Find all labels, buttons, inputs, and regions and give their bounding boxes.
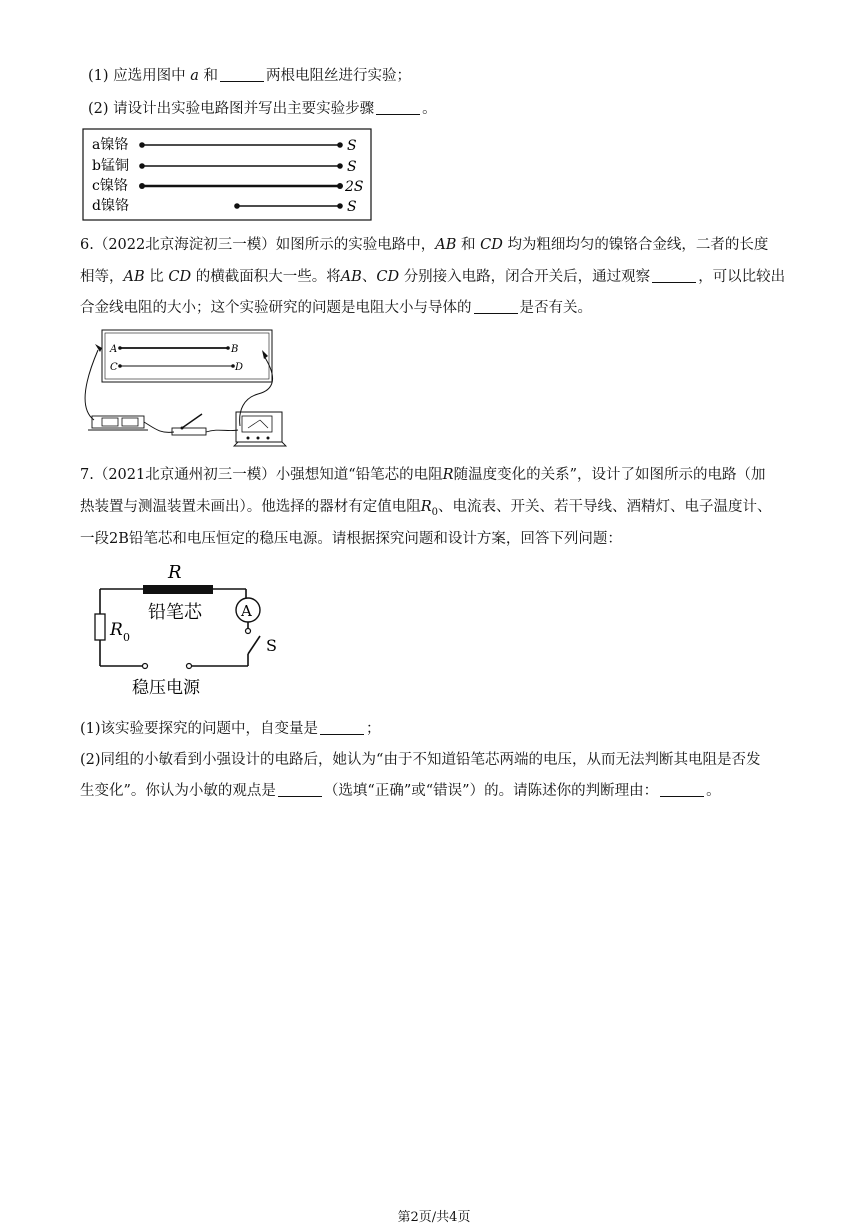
wire-area: S <box>347 159 357 175</box>
lead-wire-left <box>85 350 98 420</box>
terminal-label-a: A <box>110 344 118 355</box>
q5-sub1 <box>88 66 411 86</box>
q6-text: 、 <box>361 269 377 285</box>
q7-line3 <box>80 529 622 549</box>
terminal-label-d: D <box>235 362 244 373</box>
q7-r0: R <box>420 499 432 515</box>
pencil-lead-resistor <box>143 585 213 594</box>
answer-blank <box>220 67 264 82</box>
q7-line2 <box>80 497 772 523</box>
q7-text: 生变化”。你认为小敏的观点是 <box>80 783 276 799</box>
wire-label: d镍铬 <box>92 198 129 214</box>
wire-row-b <box>92 157 357 175</box>
q7-r: R <box>442 467 454 483</box>
q7-text: 热装置与测温装置未画出）。他选择的器材有定值电阻 <box>80 499 421 515</box>
terminal-label-c: C <box>110 362 118 373</box>
q6-cd: CD <box>376 269 400 285</box>
source-terminal-right <box>187 664 192 669</box>
q6-ab: AB <box>340 269 362 285</box>
q6-text: 分别接入电路，闭合开关后，通过观察 <box>403 269 651 285</box>
wire-area: S <box>347 138 357 154</box>
q6-line2 <box>80 267 785 287</box>
circuit-diagram <box>88 560 288 700</box>
clip-left-icon <box>95 344 102 352</box>
q6-text: 均为粗细均匀的镍铬合金线，二者的长度 <box>507 237 769 253</box>
wire-board <box>102 330 272 382</box>
wire-diagram <box>82 128 374 222</box>
q5-sub1-text: 应选用图中 <box>113 68 186 84</box>
r0-subscript: 0 <box>123 631 130 644</box>
wire-label: a镍铬 <box>92 137 129 153</box>
terminal-label-b: B <box>231 344 239 355</box>
q7-line1 <box>80 465 766 485</box>
wire-area: S <box>347 199 357 215</box>
switch-contact-top <box>246 629 251 634</box>
q6-text: 相等， <box>80 269 124 285</box>
q6-text: 是否有关。 <box>519 300 592 316</box>
wire-row-a <box>92 136 357 154</box>
q6-line3 <box>80 298 592 318</box>
q6-text: 的横截面积大一些。将 <box>195 269 341 285</box>
switch-label: S <box>266 636 277 655</box>
wire-label: c镍铬 <box>92 178 128 194</box>
q6-text: 比 <box>149 269 164 285</box>
q6-text: 6.（2022北京海淀初三一模）如图所示的实验电路中， <box>80 237 436 253</box>
q5-sub2 <box>88 99 437 119</box>
q5-sub1-var: a <box>190 68 199 84</box>
pencil-lead-label: 铅笔芯 <box>148 602 202 623</box>
page-number: 第2页/共4页 <box>397 1210 471 1225</box>
lead-wire-right <box>240 356 273 426</box>
q7-text: 、电流表、开关、若干导线、酒精灯、电子温度计、 <box>438 499 772 515</box>
q5-sub1-num: (1) <box>88 68 109 84</box>
q5-sub2-num: (2) <box>88 101 109 117</box>
q7-text: (1)该实验要探究的问题中，自变量是 <box>80 721 319 737</box>
source-terminal-left <box>143 664 148 669</box>
resistor-r-label: R <box>168 562 182 583</box>
wire-label: b锰铜 <box>92 158 129 174</box>
q6-line1 <box>80 235 768 255</box>
clip-right-icon <box>262 350 268 359</box>
battery-icon <box>88 416 148 430</box>
wire-row-d <box>92 197 357 215</box>
q7-text: （选填“正确”或“错误”）的。请陈述你的判断理由： <box>323 783 659 799</box>
q7-text: 7.（2021北京通州初三一模）小强想知道“铅笔芯的电阻 <box>80 467 443 483</box>
wire-row-c <box>92 177 364 195</box>
q6-ab: AB <box>123 269 145 285</box>
q7-sub2-line2 <box>80 781 721 801</box>
q6-ab: AB <box>435 237 457 253</box>
answer-blank <box>660 782 704 797</box>
q5-sub1-and: 和 <box>203 68 219 84</box>
apparatus-diagram <box>78 328 293 448</box>
power-source-label: 稳压电源 <box>132 678 200 698</box>
answer-blank <box>376 100 420 115</box>
q6-cd: CD <box>480 237 503 253</box>
answer-blank <box>320 720 364 735</box>
q7-sub2-line1 <box>80 750 760 770</box>
answer-blank <box>474 299 518 314</box>
answer-blank <box>652 268 696 283</box>
switch-icon <box>172 414 206 435</box>
ammeter-label: A <box>241 602 252 620</box>
wire-ab <box>109 344 238 355</box>
q5-sub2-text: 请设计出实验电路图并写出主要实验步骤 <box>113 101 375 117</box>
q7-sub1 <box>80 719 381 739</box>
wire-cd <box>110 362 243 373</box>
q6-text: 合金线电阻的大小；这个实验研究的问题是电阻大小与导体的 <box>80 300 472 316</box>
switch-lever <box>248 636 260 654</box>
q7-r0-sub: 0 <box>431 506 439 518</box>
q5-sub2-tail: 。 <box>422 101 437 117</box>
answer-blank <box>278 782 322 797</box>
q7-text: (2)同组的小敏看到小强设计的电路后，她认为“由于不知道铅笔芯两端的电压，从而无法判断其电阻是否发 <box>80 752 761 768</box>
q6-cd: CD <box>168 269 192 285</box>
wire-area: 2S <box>345 179 364 195</box>
q6-text: ，可以比较出 <box>698 269 786 285</box>
q6-text: 和 <box>460 237 476 253</box>
q7-text: 。 <box>706 783 721 799</box>
r0-label: R <box>110 620 123 640</box>
fixed-resistor-r0 <box>95 614 105 640</box>
q7-text: 一段2B铅笔芯和电压恒定的稳压电源。请根据探究问题和设计方案，回答下列问题： <box>80 531 622 547</box>
q7-text: 随温度变化的关系”，设计了如图所示的电路（加 <box>453 467 766 483</box>
ammeter-icon <box>234 412 286 446</box>
q7-text: ； <box>366 721 381 737</box>
q5-sub1-tail: 两根电阻丝进行实验； <box>266 68 412 84</box>
